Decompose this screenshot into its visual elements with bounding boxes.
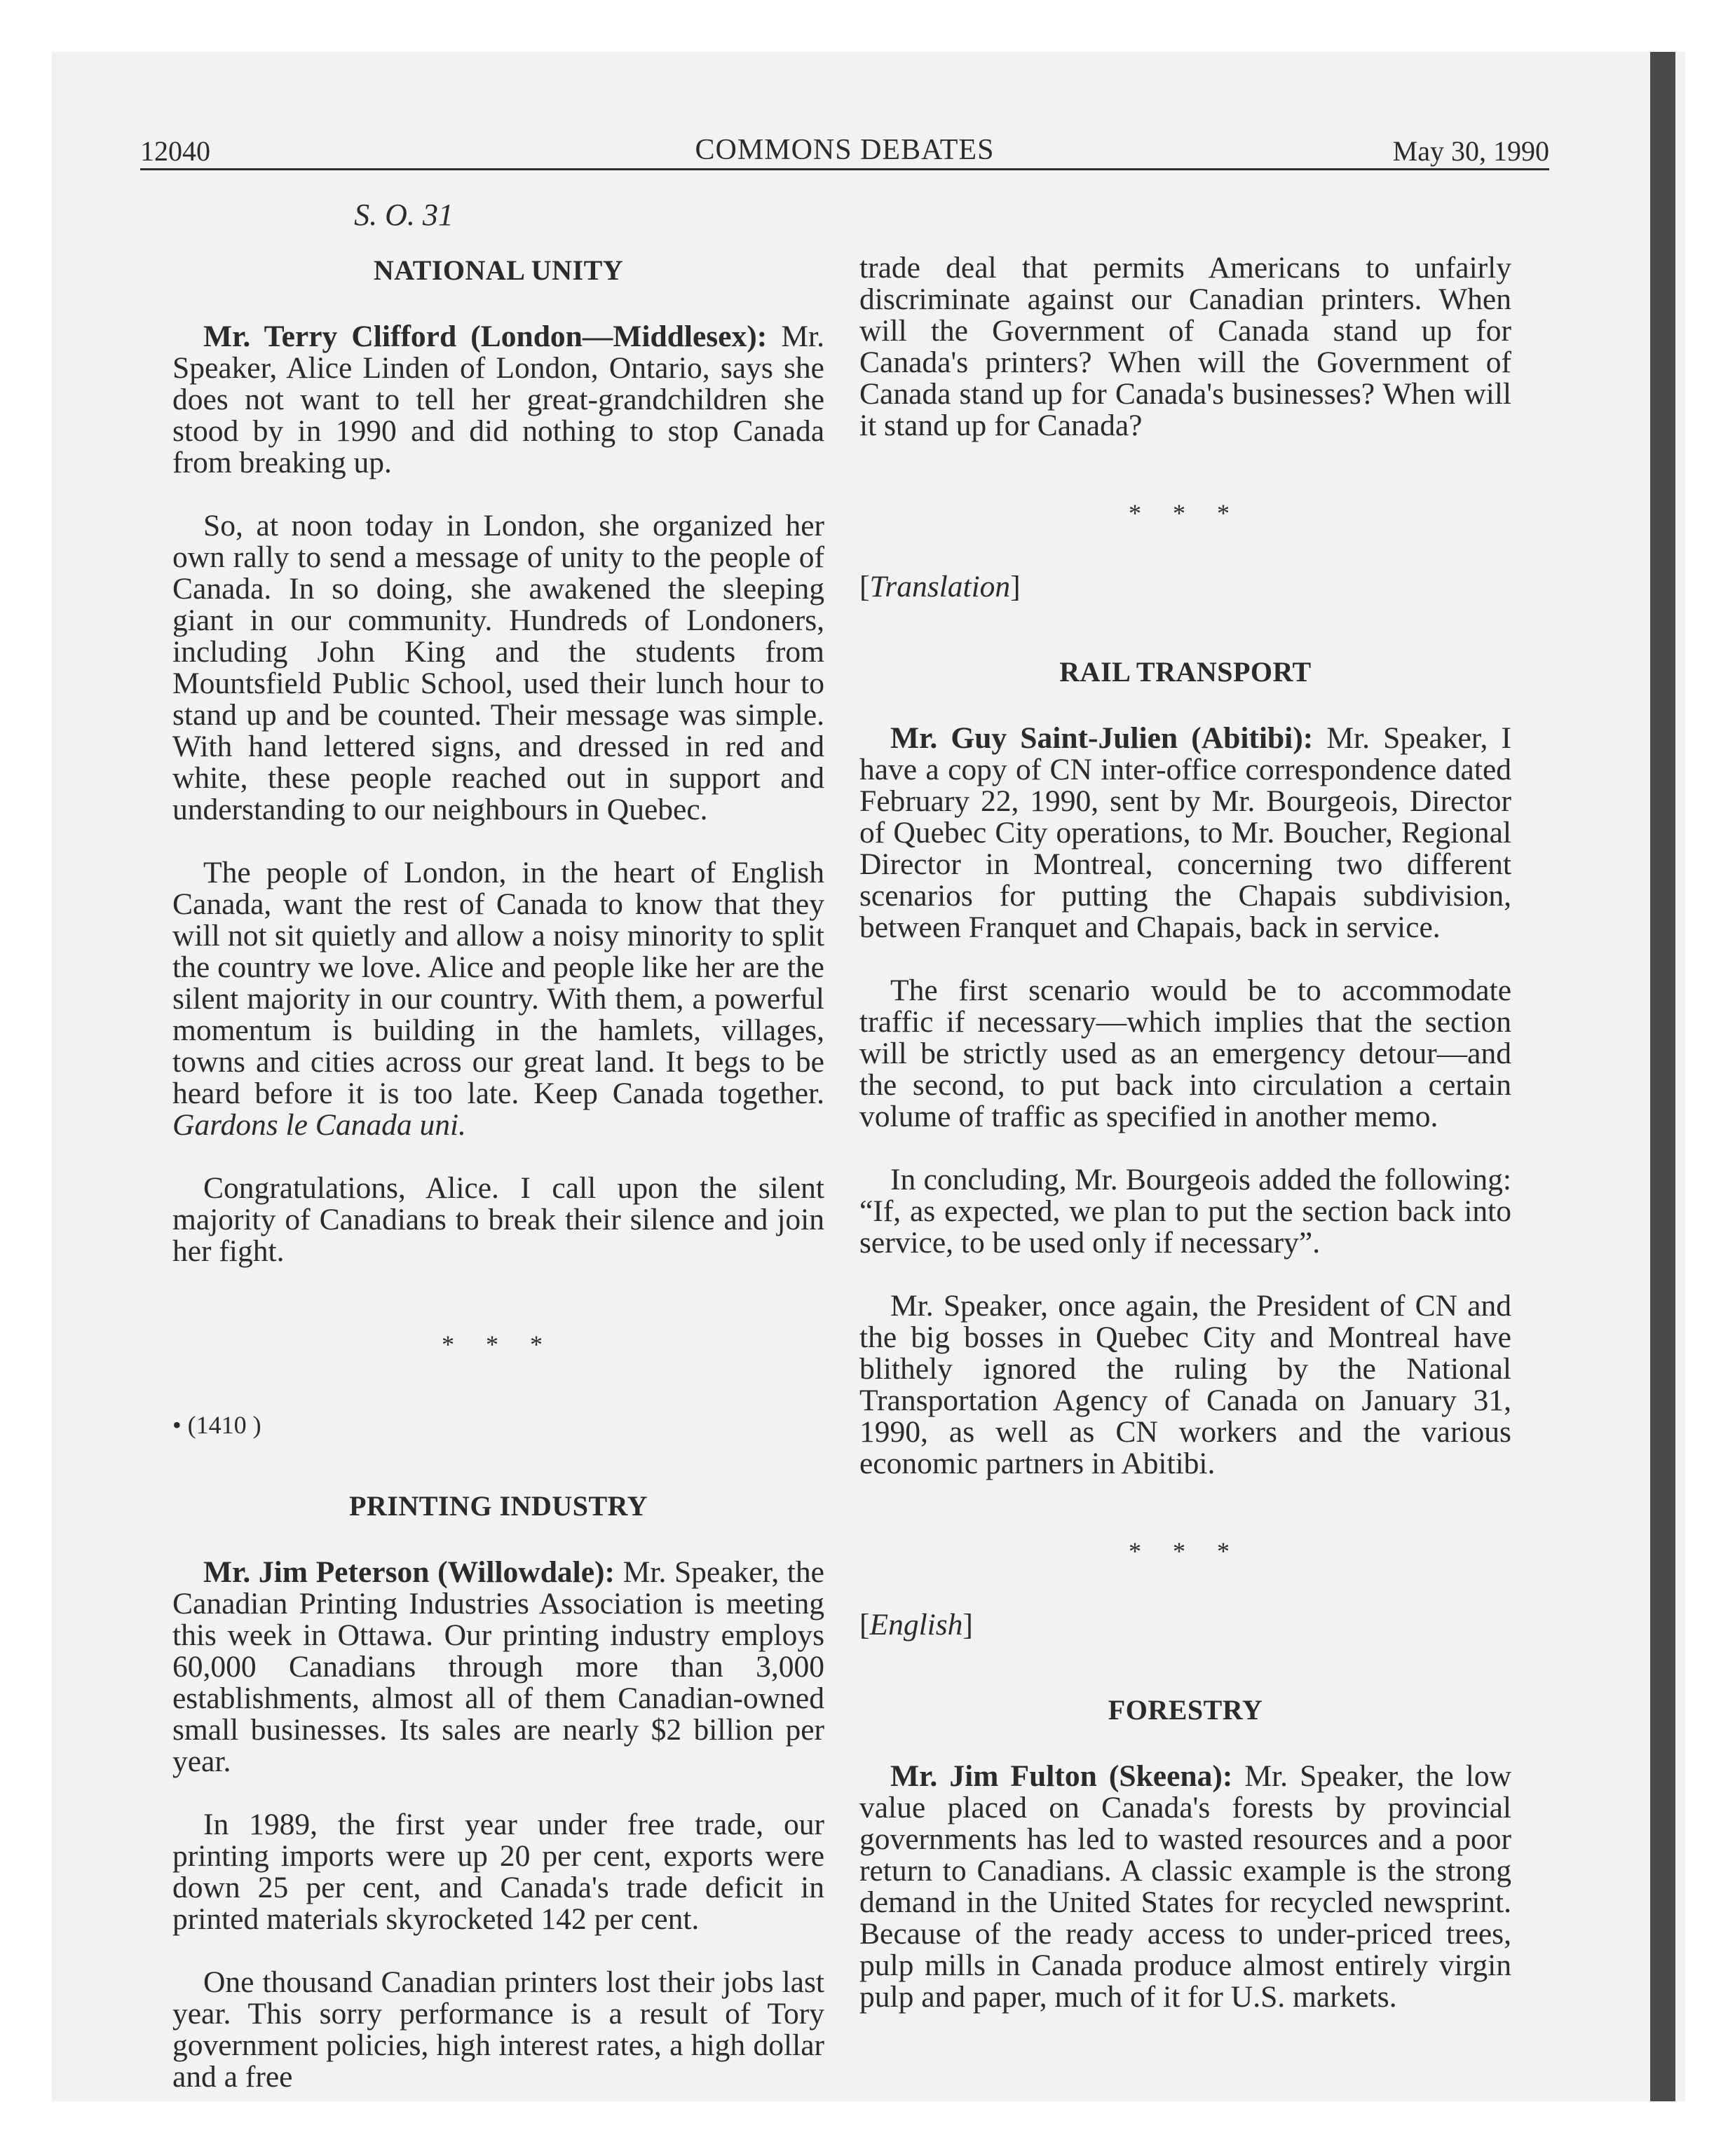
left-column bbox=[172, 193, 824, 2093]
page-header bbox=[140, 129, 1549, 174]
paragraph bbox=[859, 723, 1511, 943]
paragraph bbox=[859, 1761, 1511, 2013]
speaker-name: Mr. Terry Clifford (London—Middlesex): bbox=[203, 320, 768, 353]
paragraph: Congratulations, Alice. I call upon the silent majority of Canadians to break their silence and join her fight. bbox=[172, 1171, 824, 1268]
section-heading-printing-industry: PRINTING INDUSTRY bbox=[348, 1490, 648, 1522]
section-separator: * * * bbox=[1129, 1537, 1242, 1565]
paragraph bbox=[172, 1557, 824, 1778]
speaker-name: Mr. Guy Saint-Julien (Abitibi): bbox=[890, 721, 1314, 755]
speaker-name: Mr. Jim Peterson (Willowdale): bbox=[203, 1555, 615, 1589]
page-number: 12040 bbox=[140, 135, 210, 167]
section-heading-national-unity: NATIONAL UNITY bbox=[373, 254, 624, 286]
paragraph: Mr. Speaker, once again, the President of CN and the big bosses in Quebec City and Montreal have blithely ignored the ruling by the National Transportation Agency of Canada on January 31, 1990, as well as CN workers and the various economic partners in Abitibi. bbox=[859, 1289, 1511, 1480]
publication-title: COMMONS DEBATES bbox=[695, 134, 995, 166]
section-heading-forestry: FORESTRY bbox=[1108, 1694, 1263, 1726]
paragraph: trade deal that permits Americans to unfairly discriminate against our Canadian printers. When will the Government of Canada stand up for Canada's printers? When will the Government of Canada stand up for Canada's businesses? When will it stand up for Canada? bbox=[859, 251, 1511, 442]
speaker-name: Mr. Jim Fulton (Skeena): bbox=[890, 1759, 1233, 1793]
paragraph-text: Mr. Speaker, the low value placed on Canada's forests by provincial governments has led to wasted resources and a poor return to Canadians. A classic example is the strong demand in the United States for recycled newsprint. Because of the ready access to under-priced trees, pulp mills in Canada produce almost entirely virgin pulp and paper, much of it for U.S. markets. bbox=[859, 1759, 1511, 2014]
paragraph: So, at noon today in London, she organized her own rally to send a message of unity to the people of Canada. In so doing, she awakened the sleeping giant in our community. Hundreds of Londoners, including John King and the students from Mountsfield Public School, used their lunch hour to stand up and be counted. Their message was simple. With hand lettered signs, and dressed in red and white, these people reached out in support and understanding to our neighbours in Quebec. bbox=[172, 509, 824, 826]
page-date: May 30, 1990 bbox=[1392, 135, 1549, 167]
standing-order-label: S. O. 31 bbox=[354, 198, 454, 232]
time-marker: • (1410 ) bbox=[172, 1411, 261, 1439]
italic-phrase: Gardons le Canada uni. bbox=[172, 1108, 466, 1142]
section-separator: * * * bbox=[1129, 499, 1242, 527]
paragraph-text: Mr. Speaker, Alice Linden of London, Ontario, says she does not want to tell her great-grandchildren she stood by in 1990 and did nothing to stop Canada from breaking up. bbox=[172, 320, 824, 479]
section-heading-rail-transport: RAIL TRANSPORT bbox=[1059, 656, 1312, 688]
paragraph-text: Mr. Speaker, the Canadian Printing Industries Association is meeting this week in Ottawa. Our printing industry employs 60,000 Canadians through more than 3,000 establishments, almost all of them Canadian-owned small businesses. Its sales are nearly $2 billion per year. bbox=[172, 1555, 824, 1778]
language-marker: [English] bbox=[859, 1608, 973, 1642]
paragraph bbox=[172, 321, 824, 479]
paragraph: One thousand Canadian printers lost their jobs last year. This sorry performance is a result of Tory government policies, high interest rates, a high dollar and a free bbox=[172, 1965, 824, 2094]
scan-edge-bar bbox=[1650, 52, 1675, 2101]
paragraph bbox=[172, 857, 824, 1141]
header-rule bbox=[140, 168, 1549, 170]
paragraph: The first scenario would be to accommodate traffic if necessary—which implies that the section will be strictly used as an emergency detour—and the second, to put back into circulation a certain volume of traffic as specified in another memo. bbox=[859, 974, 1511, 1133]
section-separator: * * * bbox=[442, 1330, 555, 1358]
language-marker: [Translation] bbox=[859, 570, 1021, 603]
paragraph-text: The people of London, in the heart of English Canada, want the rest of Canada to know that they will not sit quietly and allow a noisy minority to split the country we love. Alice and people like her are the silent majority in our country. With them, a powerful momentum is building in the hamlets, villages, towns and cities across our great land. It begs to be heard before it is too late. Keep Canada together. bbox=[172, 856, 824, 1110]
paragraph: In 1989, the first year under free trade, our printing imports were up 20 per cent, exports were down 25 per cent, and Canada's trade deficit in printed materials skyrocketed 142 per cent. bbox=[172, 1808, 824, 1936]
paragraph-text: Mr. Speaker, I have a copy of CN inter-office correspondence dated February 22, 1990, sent by Mr. Bourgeois, Director of Quebec City operations, to Mr. Boucher, Regional Director in Montreal, concerning two different scenarios for putting the Chapais subdivision, between Franquet and Chapais, back in service. bbox=[859, 721, 1511, 944]
paragraph: In concluding, Mr. Bourgeois added the following: “If, as expected, we plan to put the section back into service, to be used only if necessary”. bbox=[859, 1163, 1511, 1260]
right-column bbox=[859, 252, 1511, 2013]
